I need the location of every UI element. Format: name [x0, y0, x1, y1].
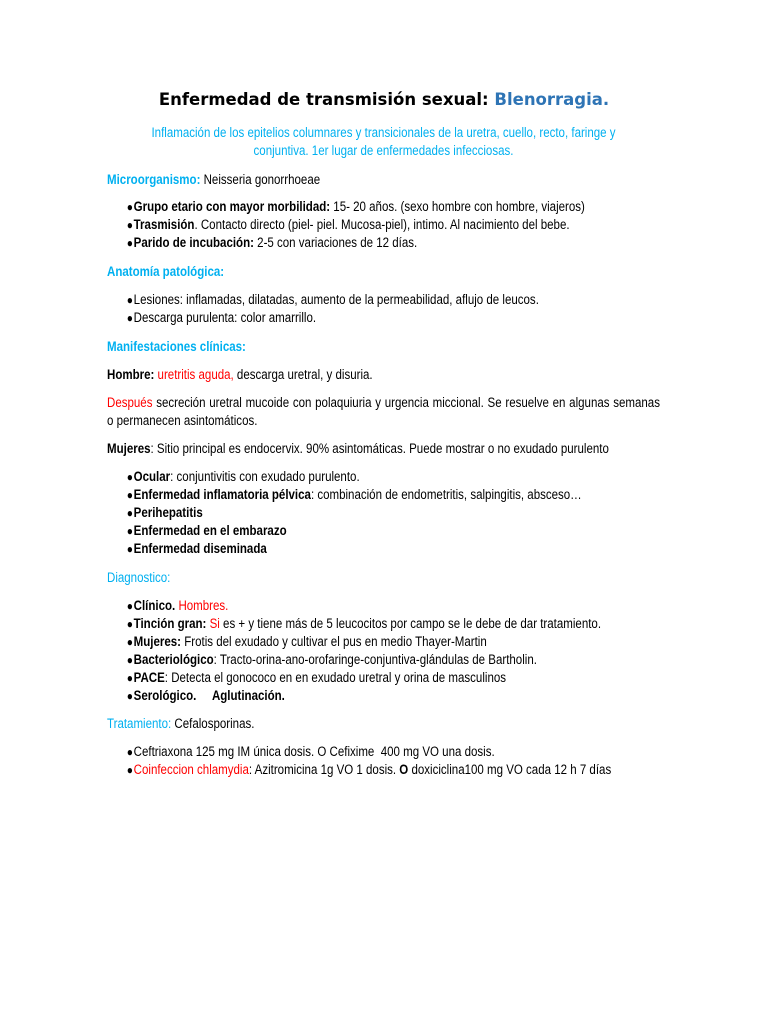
list-item: ● Clínico. Hombres. [126, 598, 229, 613]
hombre-text: descarga uretral, y disuria. [233, 367, 373, 382]
despues-red-text: Después [107, 395, 153, 410]
microorganismo-line [107, 171, 660, 189]
intro-line-2: conjuntiva. 1er lugar de enfermedades infecciosas. [253, 143, 514, 158]
general-list [107, 198, 660, 252]
mujeres-text: : Sitio principal es endocervix. 90% asintomáticas. Puede mostrar o no exudado purulento [150, 441, 609, 456]
list-item: ● Enfermedad en el embarazo [126, 523, 287, 538]
coinfeccion-red-text: Coinfeccion chlamydia [133, 762, 249, 777]
manifestaciones-heading [107, 338, 660, 356]
tratamiento-line [107, 715, 660, 733]
mujeres-line [107, 440, 660, 458]
mujeres-list [107, 468, 660, 558]
list-item-bold: Enfermedad en el embarazo [133, 523, 287, 538]
list-item: ● Ceftriaxona 125 mg IM única dosis. O Cefixime 400 mg VO una dosis. [126, 744, 495, 759]
tratamiento-value: Cefalosporinas. [171, 716, 255, 731]
list-item: ● Ocular: conjuntivitis con exudado purulento. [126, 469, 360, 484]
diagnostico-label: Diagnostico: [107, 570, 171, 585]
anatomia-list [107, 291, 660, 327]
list-item: ● Enfermedad inflamatoria pélvica: combinación de endometritis, salpingitis, absceso… [126, 487, 582, 502]
list-item-bold: Tinción gran: [133, 616, 207, 631]
list-item-text: : combinación de endometritis, salpingitis, absceso… [310, 487, 582, 502]
list-item-text: . Contacto directo (piel- piel. Mucosa-piel), intimo. Al nacimiento del bebe. [194, 217, 570, 232]
list-item-text: Ceftriaxona 125 mg IM única dosis. O Cefixime 400 mg VO una dosis. [133, 744, 495, 759]
coinfeccion-text-1: : Azitromicina 1g VO 1 dosis. [248, 762, 400, 777]
list-item-text: : Detecta el gonococo en en exudado uretral y orina de masculinos [164, 670, 507, 685]
list-item-red: Si [206, 616, 220, 631]
list-item-text: es + y tiene más de 5 leucocitos por campo se le debe de dar tratamiento. [219, 616, 602, 631]
intro-paragraph [107, 124, 660, 160]
list-item-bold: PACE [133, 670, 165, 685]
list-item: ● Serológico. Aglutinación. [126, 688, 285, 703]
list-item-bold: Enfermedad diseminada [133, 541, 267, 556]
list-item: ● Lesiones: inflamadas, dilatadas, aumento de la permeabilidad, aflujo de leucos. [126, 292, 539, 307]
list-item-bold: Bacteriológico [133, 652, 214, 667]
document-title [0, 89, 768, 111]
list-item-text: Lesiones: inflamadas, dilatadas, aumento de la permeabilidad, aflujo de leucos. [133, 292, 539, 307]
mujeres-label: Mujeres [107, 441, 151, 456]
list-item-bold: Enfermedad inflamatoria pélvica [133, 487, 311, 502]
list-item-bold: Parido de incubación: [133, 235, 254, 250]
despues-paragraph [107, 394, 660, 430]
list-item-bold: Perihepatitis [133, 505, 203, 520]
list-item-text: : conjuntivitis con exudado purulento. [170, 469, 360, 484]
list-item: ● Tinción gran: Si es + y tiene más de 5 leucocitos por campo se le debe de dar tratamiento. [126, 616, 602, 631]
list-item: ● PACE: Detecta el gonococo en en exudado uretral y orina de masculinos [126, 670, 507, 685]
list-item: ● Trasmisión. Contacto directo (piel- piel. Mucosa-piel), intimo. Al nacimiento del bebe. [126, 217, 570, 232]
list-item-text: Frotis del exudado y cultivar el pus en medio Thayer-Martin [181, 634, 487, 649]
list-item-bold: Serológico. Aglutinación. [133, 688, 285, 703]
diagnostico-heading [107, 569, 660, 587]
microorganismo-label: Microorganismo: [107, 172, 201, 187]
list-item: ● Perihepatitis [126, 505, 203, 520]
list-item-text: 15- 20 años. (sexo hombre con hombre, viajeros) [330, 199, 585, 214]
list-item: ● Grupo etario con mayor morbilidad: 15- 20 años. (sexo hombre con hombre, viajeros) [126, 199, 585, 214]
anatomia-label: Anatomía patológica: [107, 264, 225, 279]
coinfeccion-bold: O [399, 762, 409, 777]
list-item-bold: Ocular [133, 469, 171, 484]
list-item-bold: Clínico. [133, 598, 176, 613]
list-item-text: 2-5 con variaciones de 12 días. [253, 235, 418, 250]
hombre-line [107, 366, 660, 384]
title-prefix: Enfermedad de transmisión sexual: [158, 90, 495, 109]
diagnostico-list [107, 597, 660, 705]
list-item-bold: Mujeres: [133, 634, 182, 649]
list-item: ● Bacteriológico: Tracto-orina-ano-orofaringe-conjuntiva-glándulas de Bartholin. [126, 652, 537, 667]
intro-line-1: Inflamación de los epitelios columnares y transicionales de la uretra, cuello, recto, faringe y [151, 125, 616, 140]
list-item-bold: Grupo etario con mayor morbilidad: [133, 199, 331, 214]
hombre-red-text: uretritis aguda, [154, 367, 234, 382]
list-item-bold: Trasmisión [133, 217, 195, 232]
list-item: ● Descarga purulenta: color amarrillo. [126, 310, 317, 325]
anatomia-heading [107, 263, 660, 281]
coinfeccion-text-2: doxiciclina100 mg VO cada 12 h 7 días [408, 762, 612, 777]
list-item: ● Coinfeccion chlamydia: Azitromicina 1g VO 1 dosis. O doxiciclina100 mg VO cada 12 h 7 días [126, 762, 612, 777]
hombre-label: Hombre: [107, 367, 155, 382]
list-item-text: Descarga purulenta: color amarrillo. [133, 310, 317, 325]
list-item-red: Hombres. [175, 598, 229, 613]
list-item: ● Enfermedad diseminada [126, 541, 267, 556]
microorganismo-value: Neisseria gonorrhoeae [200, 172, 321, 187]
list-item: ● Mujeres: Frotis del exudado y cultivar el pus en medio Thayer-Martin [126, 634, 487, 649]
list-item: ● Parido de incubación: 2-5 con variaciones de 12 días. [126, 235, 418, 250]
manifestaciones-label: Manifestaciones clínicas: [107, 339, 246, 354]
list-item-text: : Tracto-orina-ano-orofaringe-conjuntiva-glándulas de Bartholin. [213, 652, 537, 667]
despues-text: secreción uretral mucoide con polaquiuria y urgencia miccional. Se resuelve en algunas semanas o permanecen asintomáticos. [107, 395, 660, 428]
title-accent: Blenorragia. [494, 90, 610, 109]
tratamiento-label: Tratamiento: [107, 716, 172, 731]
tratamiento-list [107, 743, 660, 779]
